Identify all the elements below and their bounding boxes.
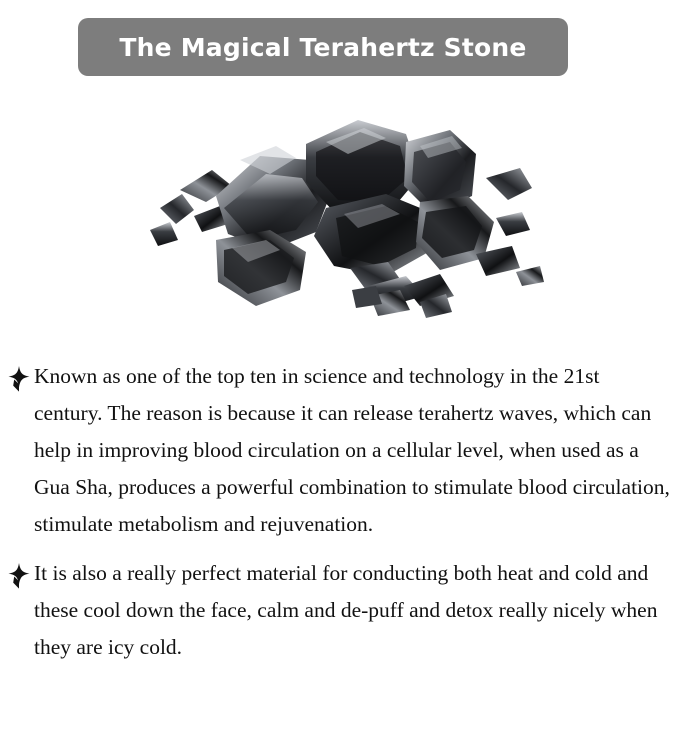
list-item-text: Known as one of the top ten in science and technology in the 21st century. The reason is because it can release terahertz waves, which can help in improving blood circulation on a cellular level, when used as a Gua Sha, produces a powerful combination to stimulate blood circulation, stimulate metabolism and rejuvenation. (34, 364, 670, 536)
list-item (8, 555, 671, 666)
title-banner (78, 18, 568, 76)
terahertz-stone-photo (120, 90, 560, 340)
bullet-list (8, 358, 671, 678)
list-item-text: It is also a really perfect material for conducting both heat and cold and these cool down the face, calm and de-puff and detox really nicely when they are icy cold. (34, 561, 658, 659)
sparkle-icon (8, 555, 34, 589)
list-item (8, 358, 671, 543)
sparkle-icon (8, 358, 34, 392)
page-title: The Magical Terahertz Stone (119, 32, 527, 62)
